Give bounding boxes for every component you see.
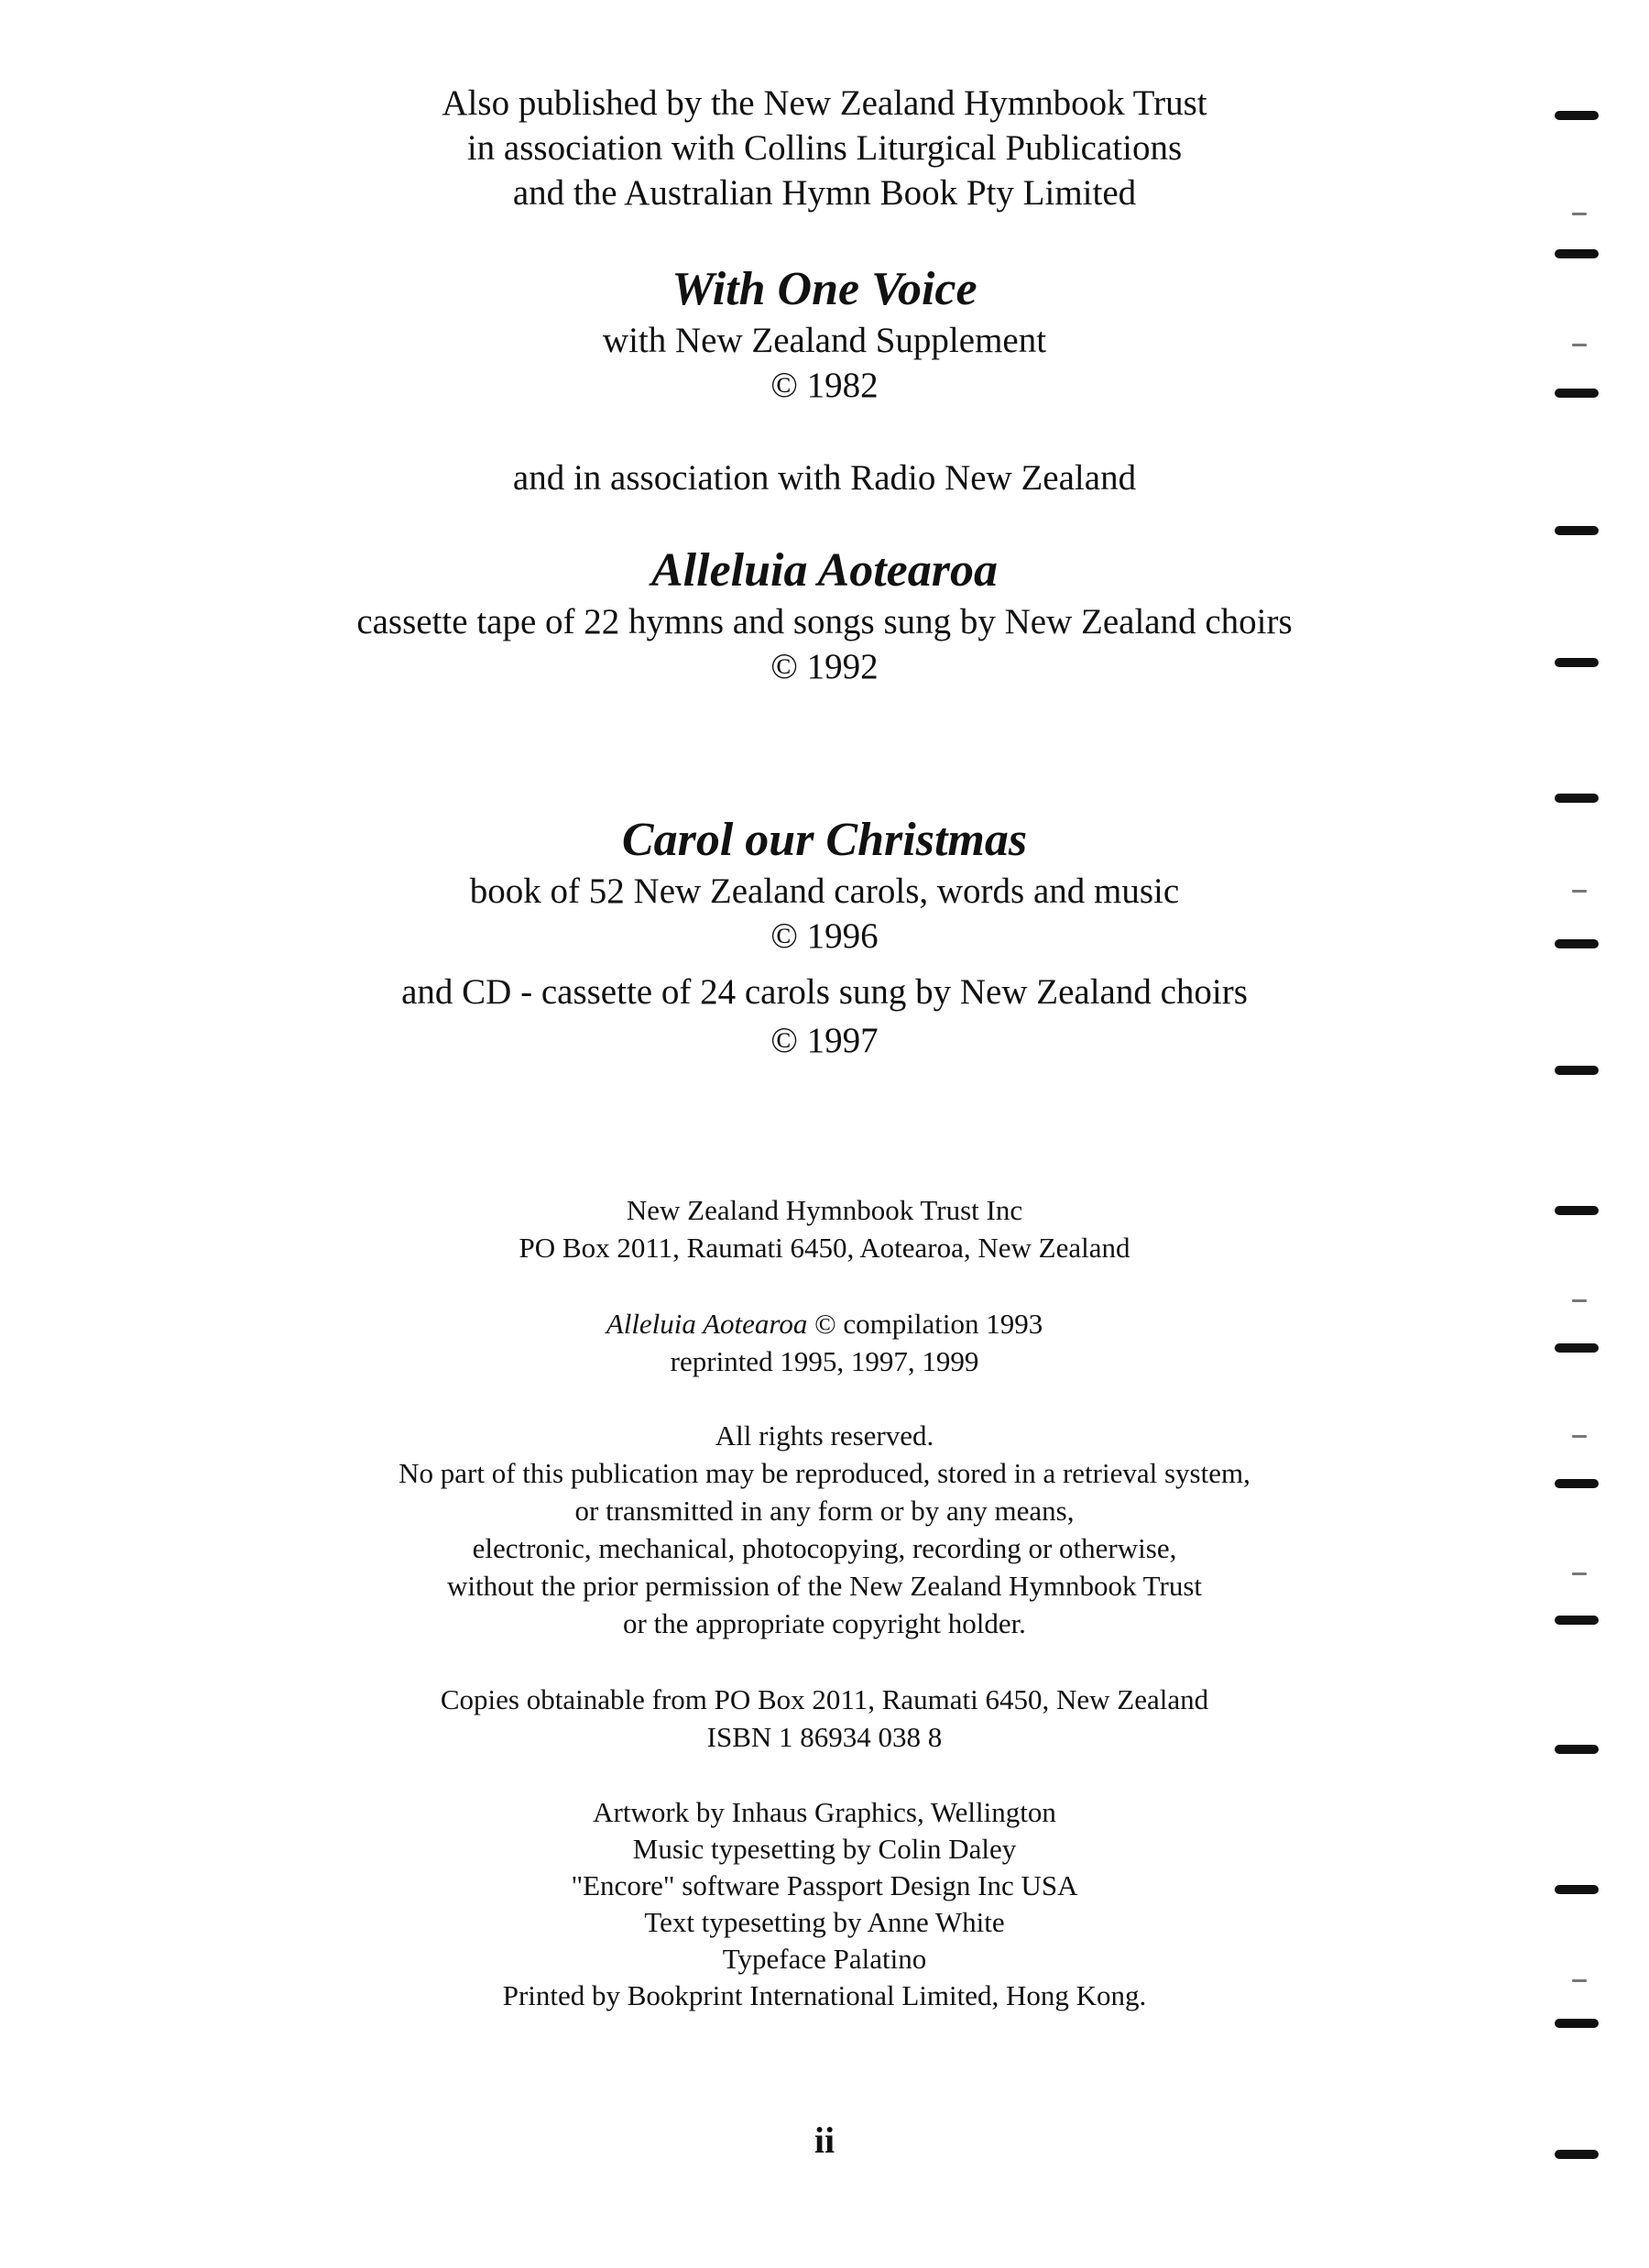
trust-address: PO Box 2011, Raumati 6450, Aotearoa, New Zealand	[519, 1232, 1130, 1264]
compilation-reprinted: reprinted 1995, 1997, 1999	[670, 1345, 979, 1377]
binding-mark	[1572, 1979, 1587, 1982]
binding-mark	[1555, 249, 1599, 258]
credits-line-5: Typeface Palatino	[722, 1943, 927, 1975]
credits-line-3: "Encore" software Passport Design Inc USA	[571, 1869, 1078, 1901]
rights-line-2: No part of this publication may be reproduced, stored in a retrieval system,	[399, 1457, 1250, 1489]
alleluia-copyright: © 1992	[770, 647, 879, 686]
credits-block	[183, 1794, 1466, 2014]
binding-mark	[1555, 1745, 1599, 1754]
binding-mark	[1555, 2150, 1599, 2159]
binding-mark	[1555, 111, 1599, 120]
binding-mark	[1555, 939, 1599, 948]
header-line-2: in association with Collins Liturgical Publications	[466, 128, 1183, 168]
alleluia-title: Alleluia Aotearoa	[651, 544, 998, 597]
carol-block	[183, 812, 1466, 1063]
binding-mark	[1555, 1343, 1599, 1353]
carol-title: Carol our Christmas	[621, 814, 1028, 866]
page-number: ii	[814, 2120, 835, 2161]
binding-mark	[1555, 1885, 1599, 1894]
compilation-line	[183, 1305, 1466, 1342]
copies-line: Copies obtainable from PO Box 2011, Raumati 6450, New Zealand	[440, 1683, 1209, 1715]
rights-line-4: electronic, mechanical, photocopying, recording or otherwise,	[472, 1532, 1177, 1564]
compilation-copyright: © compilation 1993	[807, 1308, 1043, 1340]
binding-mark	[1572, 1572, 1587, 1575]
radio-block	[183, 455, 1466, 500]
binding-mark	[1555, 389, 1599, 398]
with-one-voice-copyright: © 1982	[770, 366, 879, 405]
binding-mark	[1555, 526, 1599, 535]
carol-copyright-2: © 1997	[770, 1021, 879, 1060]
header-line-1: Also published by the New Zealand Hymnbook Trust	[442, 83, 1207, 123]
binding-mark	[1572, 890, 1587, 893]
isbn: ISBN 1 86934 038 8	[706, 1721, 943, 1753]
credits-printed: Printed by Bookprint International Limited, Hong Kong.	[502, 1979, 1147, 2011]
rights-line-3: or transmitted in any form or by any means,	[574, 1495, 1075, 1527]
binding-mark	[1555, 2019, 1599, 2028]
alleluia-block	[183, 542, 1466, 689]
with-one-voice-title: With One Voice	[672, 263, 977, 315]
carol-subtitle: book of 52 New Zealand carols, words and music	[469, 871, 1180, 911]
compilation-title: Alleluia Aotearoa	[606, 1308, 808, 1340]
rights-line-6: or the appropriate copyright holder.	[623, 1607, 1026, 1639]
binding-mark	[1555, 1206, 1599, 1215]
binding-mark	[1572, 1299, 1587, 1302]
carol-cd-line: and CD - cassette of 24 carols sung by New Zealand choirs	[401, 972, 1248, 1012]
also-published-block	[183, 81, 1466, 215]
carol-copyright-1: © 1996	[770, 916, 879, 956]
binding-mark	[1572, 1435, 1587, 1438]
binding-mark	[1572, 344, 1587, 346]
rights-block	[183, 1417, 1466, 1642]
binding-mark	[1555, 794, 1599, 803]
binding-mark	[1572, 213, 1587, 215]
binding-mark	[1555, 658, 1599, 667]
credits-line-4: Text typesetting by Anne White	[644, 1906, 1005, 1938]
credits-line-2: Music typesetting by Colin Daley	[632, 1833, 1017, 1865]
with-one-voice-block	[183, 261, 1466, 408]
rights-line-5: without the prior permission of the New Zealand Hymnbook Trust	[447, 1570, 1202, 1602]
copies-block	[183, 1681, 1466, 1756]
alleluia-subtitle: cassette tape of 22 hymns and songs sung by New Zealand choirs	[356, 602, 1293, 641]
compilation-block	[183, 1305, 1466, 1380]
with-one-voice-subtitle: with New Zealand Supplement	[602, 321, 1047, 360]
radio-line: and in association with Radio New Zealand	[512, 458, 1137, 498]
credits-line-1: Artwork by Inhaus Graphics, Wellington	[593, 1796, 1056, 1828]
rights-line-1: All rights reserved.	[715, 1419, 934, 1452]
binding-mark	[1555, 1066, 1599, 1075]
header-line-3: and the Australian Hymn Book Pty Limited	[512, 173, 1137, 213]
trust-name: New Zealand Hymnbook Trust Inc	[626, 1194, 1023, 1226]
binding-mark	[1555, 1479, 1599, 1488]
binding-mark	[1555, 1616, 1599, 1625]
trust-block	[183, 1191, 1466, 1266]
